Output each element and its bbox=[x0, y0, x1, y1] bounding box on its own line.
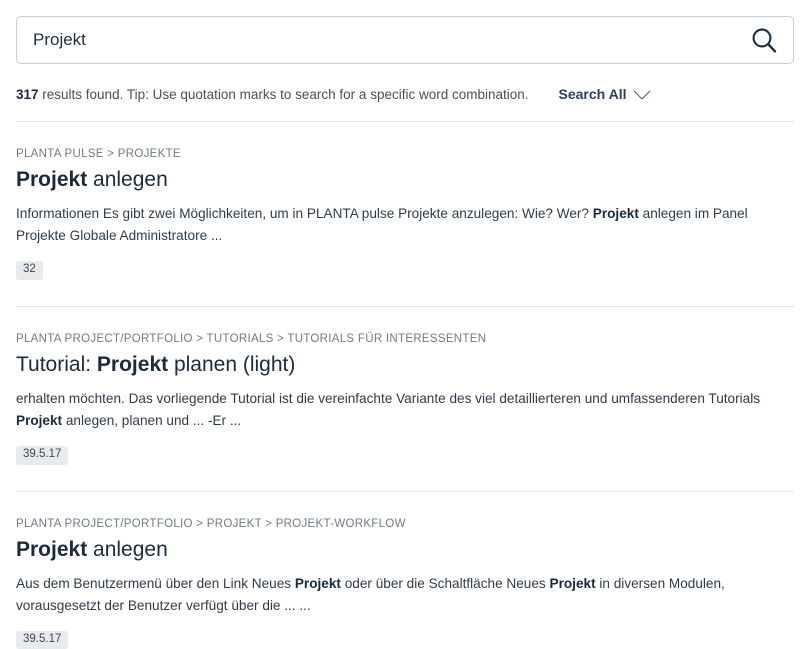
breadcrumb: PLANTA PROJECT/PORTFOLIO > TUTORIALS > TUTORIALS FÜR INTERESSENTEN bbox=[16, 332, 487, 345]
result-version-badge: 39.5.17 bbox=[16, 446, 68, 465]
search-scope-label: Search All bbox=[558, 86, 627, 102]
snippet-text: anlegen, planen und ... -Er ... bbox=[62, 413, 242, 429]
result-snippet bbox=[16, 203, 794, 247]
chevron-down-icon bbox=[634, 83, 651, 100]
search-result-item bbox=[16, 122, 794, 280]
results-meta-row bbox=[16, 86, 794, 102]
result-title-link[interactable] bbox=[16, 167, 794, 193]
result-title-suffix: planen (light) bbox=[168, 352, 296, 376]
snippet-highlight: Projekt bbox=[294, 575, 341, 591]
snippet-highlight: Projekt bbox=[592, 206, 639, 222]
results-count: 317 bbox=[16, 86, 39, 102]
snippet-text: anlegen im Panel Projekte Globale Administratore ... bbox=[16, 206, 748, 244]
result-version-badge: 39.5.17 bbox=[16, 631, 68, 649]
results-tip: results found. Tip: Use quotation marks to search for a specific word combination. bbox=[38, 86, 529, 102]
snippet-text: Aus dem Benutzermenü über den Link Neues bbox=[16, 575, 295, 591]
search-scope-dropdown[interactable] bbox=[559, 86, 649, 102]
breadcrumb: PLANTA PROJECT/PORTFOLIO > PROJEKT > PROJEKT-WORKFLOW bbox=[16, 517, 406, 530]
snippet-highlight: Projekt bbox=[16, 413, 63, 429]
result-snippet bbox=[16, 388, 794, 432]
result-title-highlight: Projekt bbox=[16, 537, 88, 561]
search-icon[interactable] bbox=[747, 23, 781, 57]
result-title-suffix: anlegen bbox=[87, 537, 168, 561]
results-list bbox=[16, 122, 794, 649]
result-title-suffix: anlegen bbox=[87, 168, 168, 191]
snippet-highlight: Projekt bbox=[549, 575, 596, 591]
search-result-item bbox=[16, 491, 794, 649]
search-input[interactable] bbox=[17, 17, 793, 63]
result-title-prefix: Tutorial: bbox=[16, 352, 97, 376]
search-icon-glyph bbox=[749, 25, 779, 55]
result-snippet bbox=[16, 573, 794, 617]
result-title-highlight: Projekt bbox=[96, 352, 169, 376]
snippet-text: Informationen Es gibt zwei Möglichkeiten, um in PLANTA pulse Projekte anzulegen: Wie? Wer? bbox=[16, 206, 593, 222]
results-count-text bbox=[16, 87, 529, 102]
snippet-text: in diversen Modulen, vorausgesetzt der Benutzer verfügt über die ... ... bbox=[16, 575, 725, 613]
result-version-badge: 32 bbox=[16, 261, 43, 280]
result-title-link[interactable] bbox=[16, 537, 794, 563]
snippet-text: oder über die Schaltfläche Neues bbox=[340, 575, 550, 591]
result-title-highlight: Projekt bbox=[16, 168, 88, 191]
search-bar[interactable] bbox=[16, 16, 794, 64]
snippet-text: erhalten möchten. Das vorliegende Tutorial ist die vereinfachte Variante des viel detaillierteren und umfassenderen Tutorials bbox=[16, 391, 761, 407]
result-title-link[interactable] bbox=[16, 352, 794, 378]
search-result-item bbox=[16, 306, 794, 465]
breadcrumb: PLANTA PULSE > PROJEKTE bbox=[16, 148, 181, 160]
